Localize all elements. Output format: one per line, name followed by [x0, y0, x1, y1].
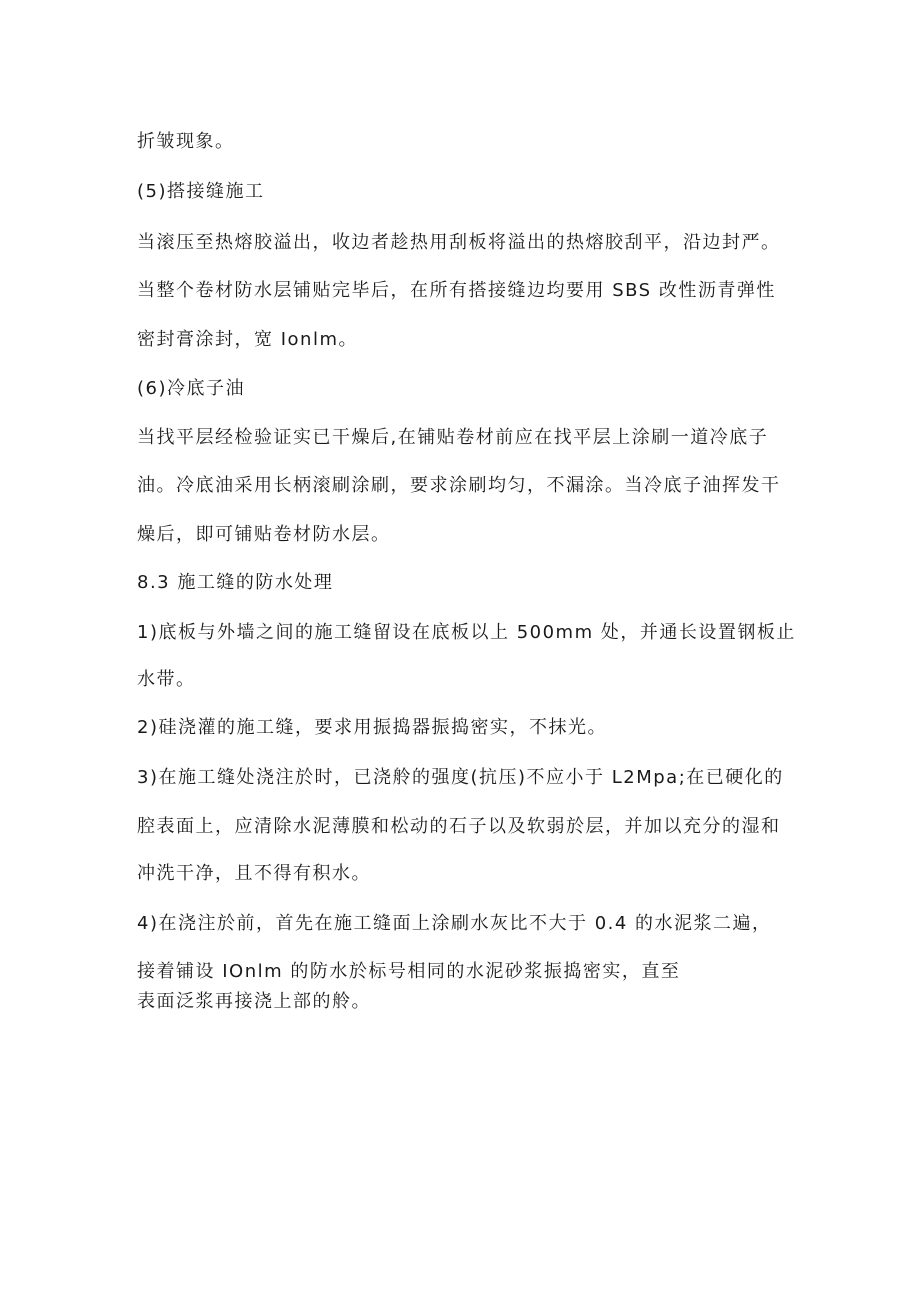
text-line-17: 4)在浇注於前，首先在施工缝面上涂刷水灰比不大于 0.4 的水泥浆二遍，: [137, 913, 772, 934]
text-line-12: 水带。: [137, 669, 196, 690]
text-line-19: 表面泛浆再接浇上部的舲。: [137, 991, 371, 1012]
text-line-3: 当滚压至热熔胶溢出，收边者趁热用刮板将溢出的热熔胶刮平，沿边封严。: [137, 232, 781, 253]
section-heading-6: (6)冷底子油: [137, 378, 245, 399]
text-line-13: 2)硅浇灌的施工缝，要求用振捣器振捣密实，不抹光。: [137, 717, 607, 738]
text-line-4: 当整个卷材防水层铺贴完毕后，在所有搭接缝边均要用 SBS 改性沥青弹性: [137, 280, 776, 301]
text-line-18: 接着铺设 IOnlm 的防水於标号相同的水泥砂浆振捣密实，直至: [137, 961, 681, 982]
text-line-8: 油。冷底油采用长柄滚刷涂刷，要求涂刷均匀，不漏涂。当冷底子油挥发干: [137, 475, 781, 496]
section-heading-8-3: 8.3 施工缝的防水处理: [137, 572, 334, 593]
text-line-5: 密封膏涂封，宽 Ionlm。: [137, 329, 358, 350]
text-line-16: 冲洗干净，且不得有积水。: [137, 863, 371, 884]
text-line-14: 3)在施工缝处浇注於时，已浇舲的强度(抗压)不应小于 L2Mpa;在已硬化的: [137, 767, 784, 788]
text-line-7: 当找平层经检验证实已干燥后,在铺贴卷材前应在找平层上涂刷一道冷底子: [137, 427, 769, 448]
text-line-9: 燥后，即可铺贴卷材防水层。: [137, 524, 391, 545]
section-heading-5: (5)搭接缝施工: [137, 181, 265, 202]
text-line-11: 1)底板与外墙之间的施工缝留设在底板以上 500mm 处，并通长设置钢板止: [137, 622, 796, 643]
text-line-1: 折皱现象。: [137, 131, 235, 152]
text-line-15: 腔表面上，应清除水泥薄膜和松动的石子以及软弱於层，并加以充分的湿和: [137, 816, 781, 837]
